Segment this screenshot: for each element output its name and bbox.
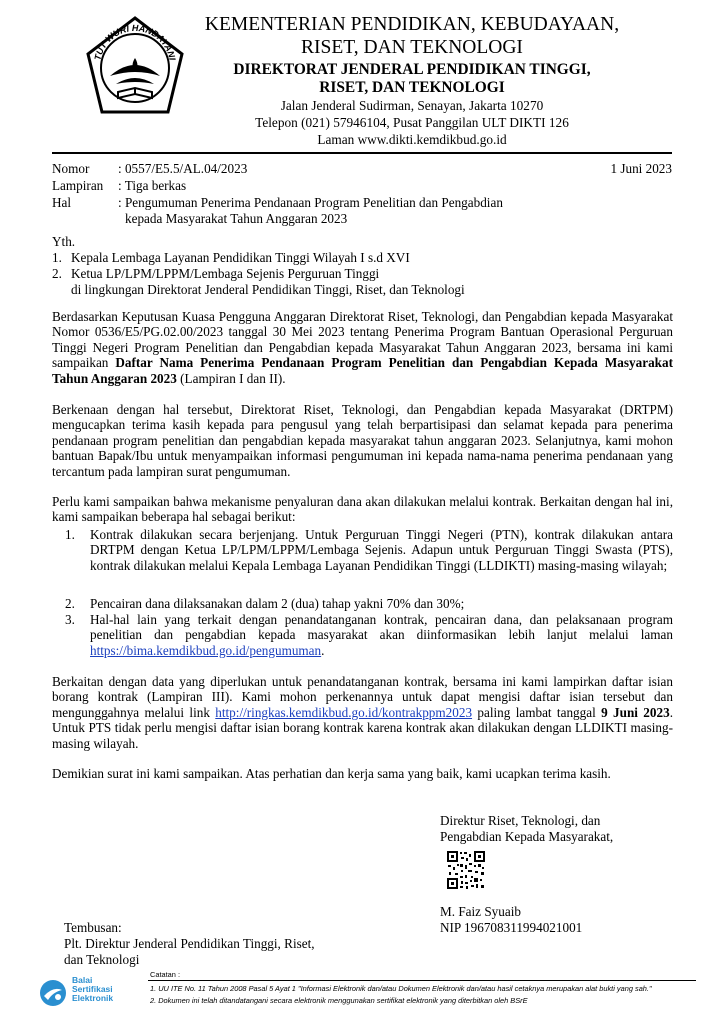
list-item-2-number: 2. xyxy=(65,596,75,611)
signer-nip: NIP 196708311994021001 xyxy=(440,920,583,935)
recipient-1-number: 1. xyxy=(52,250,62,265)
paragraph-4-deadline: 9 Juni 2023 xyxy=(601,704,670,720)
catatan-label: Catatan : xyxy=(150,970,180,979)
directorate-name-line1: DIREKTORAT JENDERAL PENDIDIKAN TINGGI, xyxy=(233,61,591,78)
paragraph-4-deadline-prefix: paling lambat tanggal xyxy=(472,704,602,720)
ministry-name-line2: RISET, DAN TEKNOLOGI xyxy=(301,37,523,58)
signer-title-line1: Direktur Riset, Teknologi, dan xyxy=(440,813,601,828)
signer-name: M. Faiz Syuaib xyxy=(440,904,521,919)
phone-line: Telepon (021) 57946104, Pusat Panggilan ULT DIKTI 126 xyxy=(255,115,569,130)
lampiran-label: Lampiran xyxy=(52,178,104,193)
hal-value-line2: kepada Masyarakat Tahun Anggaran 2023 xyxy=(125,211,348,226)
footer-note-2: 2. Dokumen ini telah ditandatangani secara elektronik menggunakan sertifikat elektronik yang diterbitkan oleh BSrE xyxy=(150,996,528,1005)
website-line: Laman www.dikti.kemdikbud.go.id xyxy=(317,132,507,147)
logo-caption: TUT WURI HANDAYANI xyxy=(92,22,178,62)
bsre-logo xyxy=(38,976,138,1010)
paragraph-1 xyxy=(52,309,673,386)
tembusan-line2: dan Teknologi xyxy=(64,952,140,967)
footer-divider xyxy=(148,980,696,981)
nomor-value: : 0557/E5.5/AL.04/2023 xyxy=(118,161,248,176)
header-divider xyxy=(52,152,672,154)
tut-wuri-handayani-emblem-icon xyxy=(80,14,190,120)
paragraph-2: Berkenaan dengan hal tersebut, Direktorat Riset, Teknologi, dan Pengabdian kepada Masyarakat (DRTPM) mengucapkan terima kasih kepada para pengusul yang telah berpartisipasi dan selamat kepada para penerima pendanaan program penelitian dan pengabdian kepada masyarakat tahun anggaran 2023. Selanjutnya, kami mohon bantuan Bapak/Ibu untuk menyampaikan informasi pengumuman ini kepada nama-nama penerima pendanaan yang tercantum pada lampiran surat pengumuman. xyxy=(52,402,673,479)
list-item-3-text: Hal-hal lain yang terkait dengan penandatanganan kontrak, pencairan dana, dan pelaksanaan program penelitian dan pengabdian kepada masyarakat akan diinformasikan lebih lanjut melalui laman xyxy=(90,612,673,643)
letter-date: 1 Juni 2023 xyxy=(610,161,672,176)
hal-label: Hal xyxy=(52,195,72,210)
list-item-2: Pencairan dana dilaksanakan dalam 2 (dua) tahap yakni 70% dan 30%; xyxy=(90,596,465,611)
recipient-2: Ketua LP/LPM/LPPM/Lembaga Sejenis Perguruan Tinggi xyxy=(71,266,380,281)
paragraph-5: Demikian surat ini kami sampaikan. Atas perhatian dan kerja sama yang baik, kami ucapkan terima kasih. xyxy=(52,766,611,781)
bima-announcement-link[interactable]: https://bima.kemdikbud.go.id/pengumuman xyxy=(90,642,322,658)
tembusan-line1: Plt. Direktur Jenderal Pendidikan Tinggi, Riset, xyxy=(64,936,315,951)
list-item-3-end: . xyxy=(321,642,325,658)
bsre-emblem-icon xyxy=(38,978,68,1008)
footer-note-1: 1. UU ITE No. 11 Tahun 2008 Pasal 5 Ayat 1 "Informasi Elektronik dan/atau Dokumen Elektronik dan/atau hasil cetaknya merupakan alat bukti yang sah." xyxy=(150,984,652,993)
tembusan-label: Tembusan: xyxy=(64,920,122,935)
bsre-caption-line2: Sertifikasi xyxy=(72,984,113,994)
yth: Yth. xyxy=(52,234,76,249)
list-item-1: Kontrak dilakukan secara berjenjang. Untuk Perguruan Tinggi Negeri (PTN), kontrak dilakukan antara DRTPM dengan Ketua LP/LPM/LPPM/Lembaga Sejenis. Adapun untuk Perguruan Tinggi Swasta (PTS), kontrak dilakukan melalui Kepala Lembaga Layanan Pendidikan Tinggi (LLDIKTI) masing-masing wilayah; xyxy=(90,527,673,573)
lampiran-value: : Tiga berkas xyxy=(118,178,187,193)
signer-title-line2: Pengabdian Kepada Masyarakat, xyxy=(440,829,614,844)
recipient-2-number: 2. xyxy=(52,266,62,281)
list-item-3 xyxy=(90,612,673,658)
paragraph-1-end: (Lampiran I dan II). xyxy=(176,370,286,386)
recipient-2-continued: di lingkungan Direktorat Jenderal Pendidikan Tinggi, Riset, dan Teknologi xyxy=(71,282,465,297)
hal-value-line1: : Pengumuman Penerima Pendanaan Program Penelitian dan Pengabdian xyxy=(118,195,503,210)
contract-form-link[interactable]: http://ringkas.kemdikbud.go.id/kontrakppm2023 xyxy=(215,704,473,720)
signature-qr-code xyxy=(446,850,486,890)
paragraph-4-text: Berkaitan dengan data yang diperlukan untuk penandatanganan kontrak, bersama ini kami lampirkan daftar isian borang kontrak (Lampiran III). Kami mohon perkenannya untuk dapat mengisi daftar isian tersebut dan mengunggahnya melalui link xyxy=(52,674,673,720)
directorate-name-line2: RISET, DAN TEKNOLOGI xyxy=(319,79,505,96)
ministry-name-line1: KEMENTERIAN PENDIDIKAN, KEBUDAYAAN, xyxy=(204,14,620,35)
paragraph-1-text: Berdasarkan Keputusan Kuasa Pengguna Anggaran Direktorat Riset, Teknologi, dan Pengabdian kepada Masyarakat Nomor 0536/E5/PG.02.00/2023 tanggal 30 Mei 2023 tentang Penerima Program Bantuan Operasional Perguruan Tinggi Negeri Program Penelitian dan Pengabdian kepada Masyarakat Tahun Anggaran 2023, bersama ini kami sampaikan xyxy=(52,309,673,371)
bsre-caption-line3: Elektronik xyxy=(72,993,114,1003)
address-line: Jalan Jenderal Sudirman, Senayan, Jakarta 10270 xyxy=(280,98,544,113)
paragraph-4 xyxy=(52,674,673,751)
list-item-3-number: 3. xyxy=(65,612,75,627)
paragraph-4-end: . Untuk PTS tidak perlu mengisi daftar isian borang kontrak karena kontrak akan dilakukan dengan LLDIKTI masing-masing wilayah. xyxy=(52,704,673,751)
bsre-caption-line1: Balai xyxy=(72,975,93,985)
qr-code-icon xyxy=(446,850,486,890)
paragraph-3: Perlu kami sampaikan bahwa mekanisme penyaluran dana akan dilakukan melalui kontrak. Berkaitan dengan hal ini, kami sampaikan beberapa hal sebagai berikut: xyxy=(52,494,673,525)
kemdikbud-logo xyxy=(80,14,190,120)
recipient-1: Kepala Lembaga Layanan Pendidikan Tinggi Wilayah I s.d XVI xyxy=(71,250,410,265)
paragraph-1-bold: Daftar Nama Penerima Pendanaan Program Penelitian dan Pengabdian Kepada Masyarakat Tahun Anggaran 2023 xyxy=(52,355,673,386)
nomor-label: Nomor xyxy=(52,161,90,176)
list-item-1-number: 1. xyxy=(65,527,75,542)
